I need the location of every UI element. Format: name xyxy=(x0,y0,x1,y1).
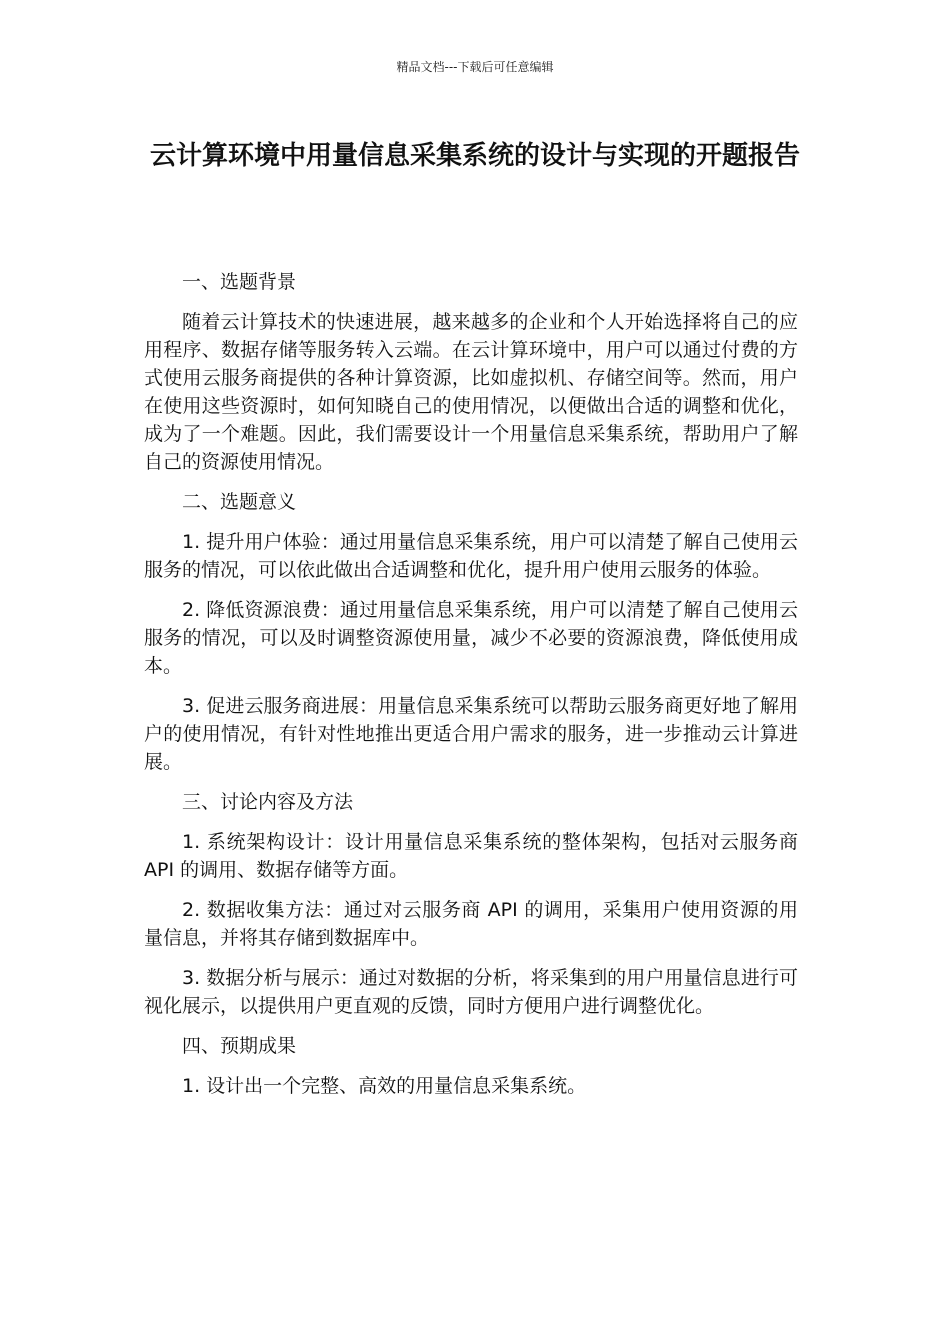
paragraph: 3. 数据分析与展示：通过对数据的分析，将采集到的用户用量信息进行可视化展示，以提供用户更直观的反馈，同时方便用户进行调整优化。 xyxy=(144,967,798,1017)
header-note: 精品文档---下载后可任意编辑 xyxy=(396,60,554,74)
section-heading: 一、选题背景 xyxy=(182,271,297,293)
section-heading: 四、预期成果 xyxy=(182,1035,297,1057)
paragraph: 3. 促进云服务商进展：用量信息采集系统可以帮助云服务商更好地了解用户的使用情况，有针对性地推出更适合用户需求的服务，进一步推动云计算进展。 xyxy=(144,695,798,773)
paragraph: 随着云计算技术的快速进展，越来越多的企业和个人开始选择将自己的应用程序、数据存储等服务转入云端。在云计算环境中，用户可以通过付费的方式使用云服务商提供的各种计算资源，比如虚拟机、存储空间等。然而，用户在使用这些资源时，如何知晓自己的使用情况，以便做出合适的调整和优化，成为了一个难题。因此，我们需要设计一个用量信息采集系统，帮助用户了解自己的资源使用情况。 xyxy=(144,311,798,473)
paragraph: 1. 提升用户体验：通过用量信息采集系统，用户可以清楚了解自己使用云服务的情况，可以依此做出合适调整和优化，提升用户使用云服务的体验。 xyxy=(144,531,798,581)
section-heading: 二、选题意义 xyxy=(182,491,297,513)
paragraph: 1. 设计出一个完整、高效的用量信息采集系统。 xyxy=(182,1075,587,1097)
paragraph: 1. 系统架构设计：设计用量信息采集系统的整体架构，包括对云服务商 API 的调用、数据存储等方面。 xyxy=(144,831,798,881)
document-body xyxy=(144,268,798,1112)
document-title: 云计算环境中用量信息采集系统的设计与实现的开题报告 xyxy=(149,141,800,171)
section-heading: 三、讨论内容及方法 xyxy=(182,791,354,813)
paragraph: 2. 数据收集方法：通过对云服务商 API 的调用，采集用户使用资源的用量信息，并将其存储到数据库中。 xyxy=(144,899,798,949)
paragraph: 2. 降低资源浪费：通过用量信息采集系统，用户可以清楚了解自己使用云服务的情况，可以及时调整资源使用量，减少不必要的资源浪费，降低使用成本。 xyxy=(144,599,798,677)
